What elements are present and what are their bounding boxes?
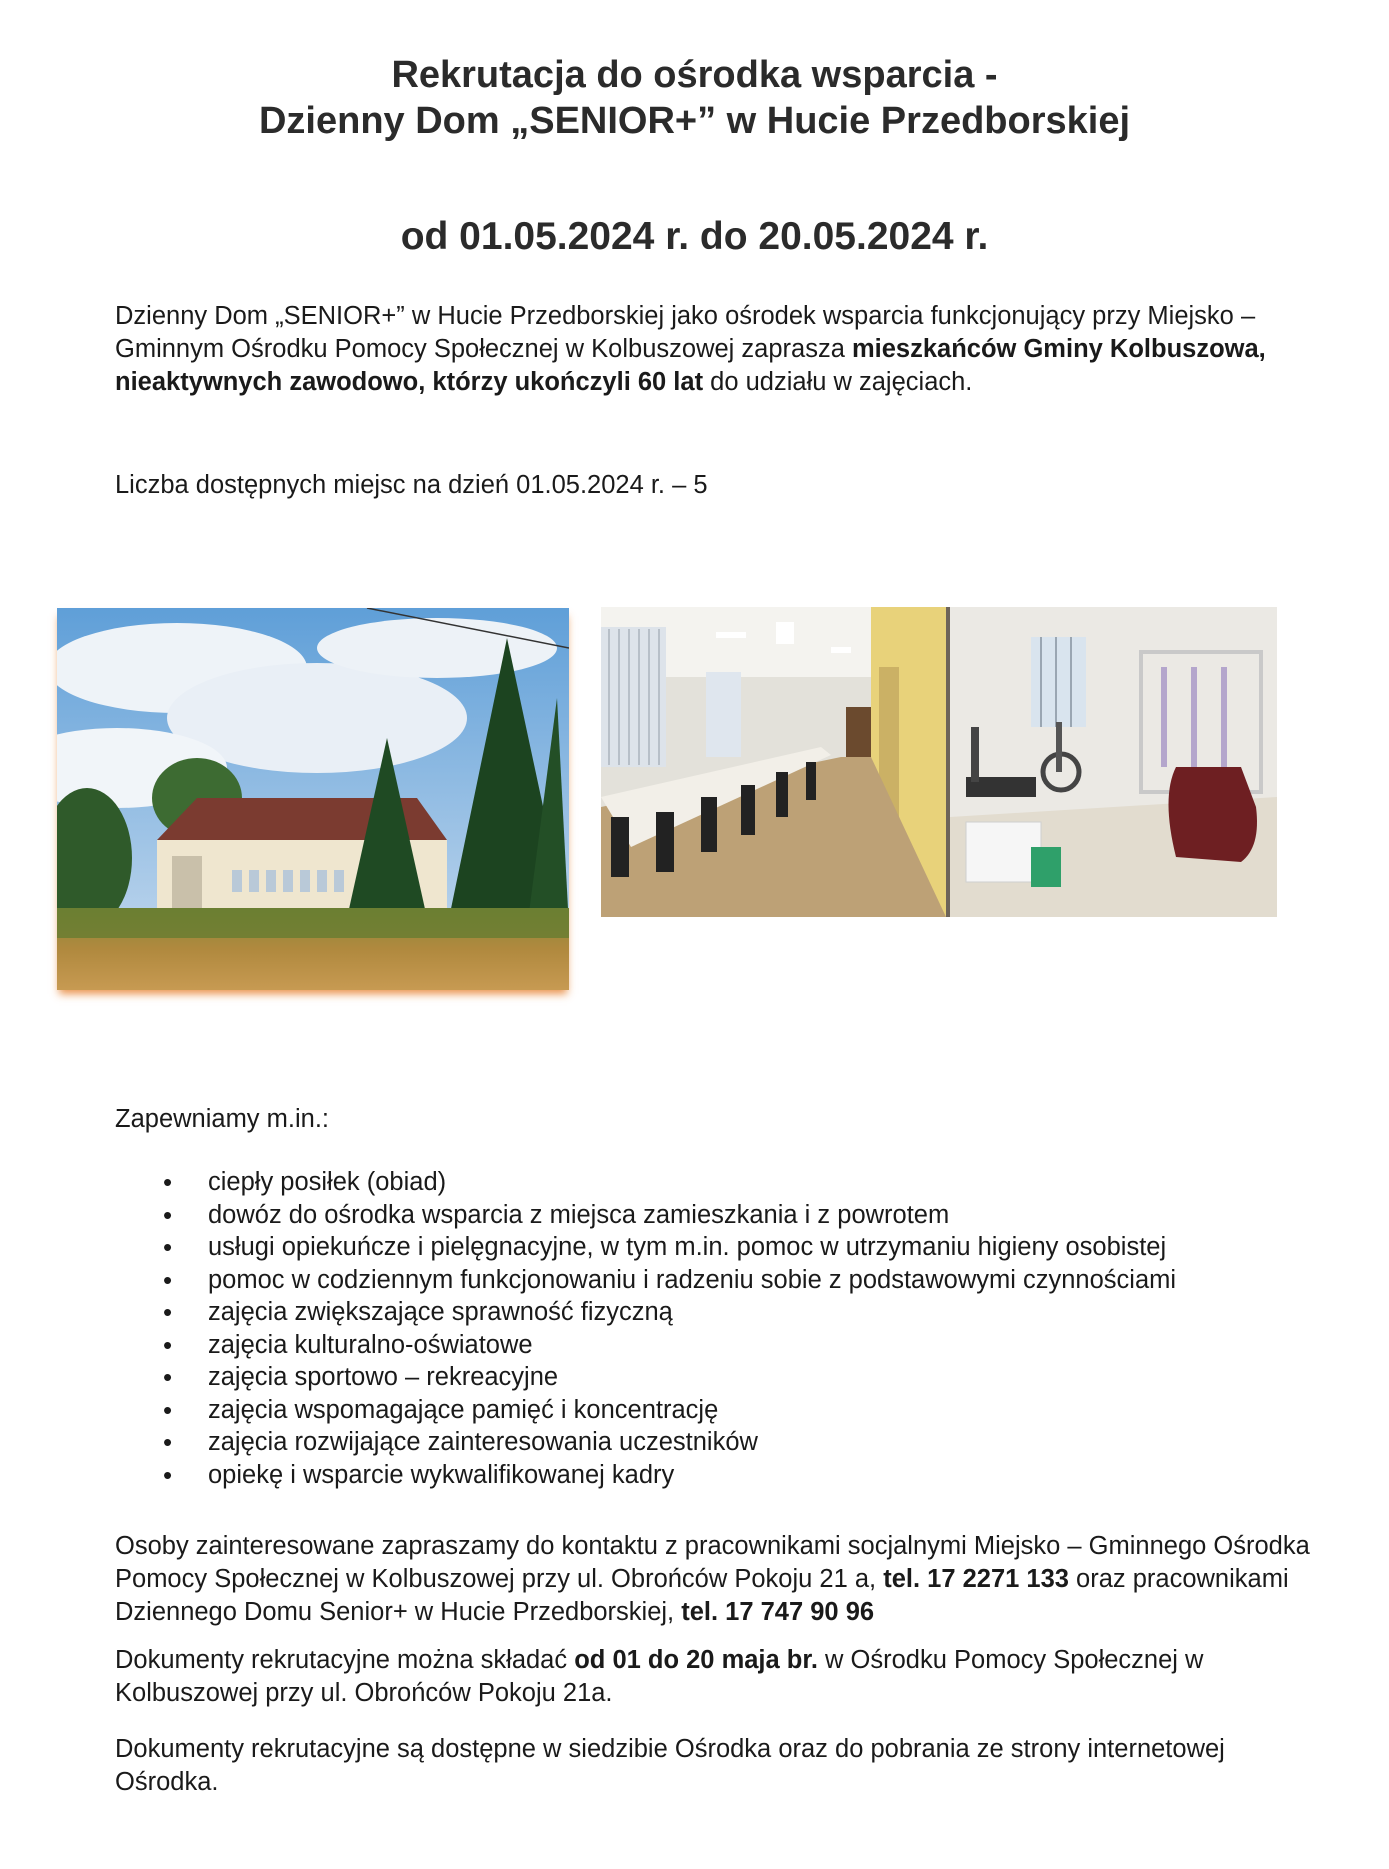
contact-text-2: oraz pracownikami Dziennego Domu Senior+ w Hucie Przedborskiej, [115, 1565, 1289, 1626]
service-item: • dowóz do ośrodka wsparcia z miejsca zamieszkania i z powrotem [115, 1199, 1345, 1232]
service-item: • pomoc w codziennym funkcjonowaniu i radzeniu sobie z podstawowymi czynnościami [115, 1264, 1345, 1297]
services-list [115, 1166, 1345, 1491]
service-item: • zajęcia kulturalno-oświatowe [115, 1329, 1345, 1362]
service-item: • zajęcia wspomagające pamięć i koncentrację [115, 1394, 1345, 1427]
contact-phone-mgops: tel. 17 2271 133 [883, 1565, 1069, 1593]
interior-photos [601, 607, 1277, 917]
service-item: • opiekę i wsparcie wykwalifikowanej kadry [115, 1459, 1345, 1492]
contact-paragraph [115, 1530, 1325, 1629]
intro-text-2: do udziału w zajęciach. [703, 368, 973, 396]
page-title [0, 52, 1389, 144]
building-photo [57, 608, 569, 990]
docs-where-dates: od 01 do 20 maja br. [574, 1646, 818, 1674]
intro-target-group: mieszkańców Gminy Kolbuszowa, nieaktywnych zawodowo, którzy ukończyli 60 lat [115, 335, 1266, 396]
service-item: • usługi opiekuńcze i pielęgnacyjne, w tym m.in. pomoc w utrzymaniu higieny osobistej [115, 1231, 1345, 1264]
service-item: • ciepły posiłek (obiad) [115, 1166, 1345, 1199]
service-item: • zajęcia rozwijające zainteresowania uczestników [115, 1426, 1345, 1459]
title-line-2: Dzienny Dom „SENIOR+” w Hucie Przedborskiej [258, 100, 1131, 142]
documents-submission-paragraph [115, 1644, 1325, 1710]
contact-text-1: Osoby zainteresowane zapraszamy do kontaktu z pracownikami socjalnymi Miejsko – Gminnego Ośrodka Pomocy Społecznej w Kolbuszowej przy ul. Obrońców Pokoju 21 a, [115, 1532, 1310, 1593]
intro-paragraph [115, 300, 1325, 399]
docs-where-text-1: Dokumenty rekrutacyjne można składać [115, 1646, 575, 1674]
available-places: Liczba dostępnych miejsc na dzień 01.05.2024 r. – 5 [115, 471, 708, 499]
intro-text-1: Dzienny Dom „SENIOR+” w Hucie Przedborskiej jako ośrodek wsparcia funkcjonujący przy Miejsko – Gminnym Ośrodku Pomocy Społecznej w Kolbuszowej zaprasza [115, 302, 1256, 363]
services-heading: Zapewniamy m.in.: [115, 1105, 329, 1133]
contact-phone-senior: tel. 17 747 90 96 [681, 1598, 875, 1626]
title-line-1: Rekrutacja do ośrodka wsparcia - [391, 54, 998, 96]
recruitment-date-range: od 01.05.2024 r. do 20.05.2024 r. [400, 215, 989, 258]
docs-where-text-2: w Ośrodku Pomocy Społecznej w Kolbuszowej przy ul. Obrońców Pokoju 21a. [115, 1646, 1204, 1707]
service-item: • zajęcia sportowo – rekreacyjne [115, 1361, 1345, 1394]
service-item: • zajęcia zwiększające sprawność fizyczną [115, 1296, 1345, 1329]
documents-availability-paragraph: Dokumenty rekrutacyjne są dostępne w siedzibie Ośrodka oraz do pobrania ze strony internetowej Ośrodka. [115, 1735, 1225, 1796]
